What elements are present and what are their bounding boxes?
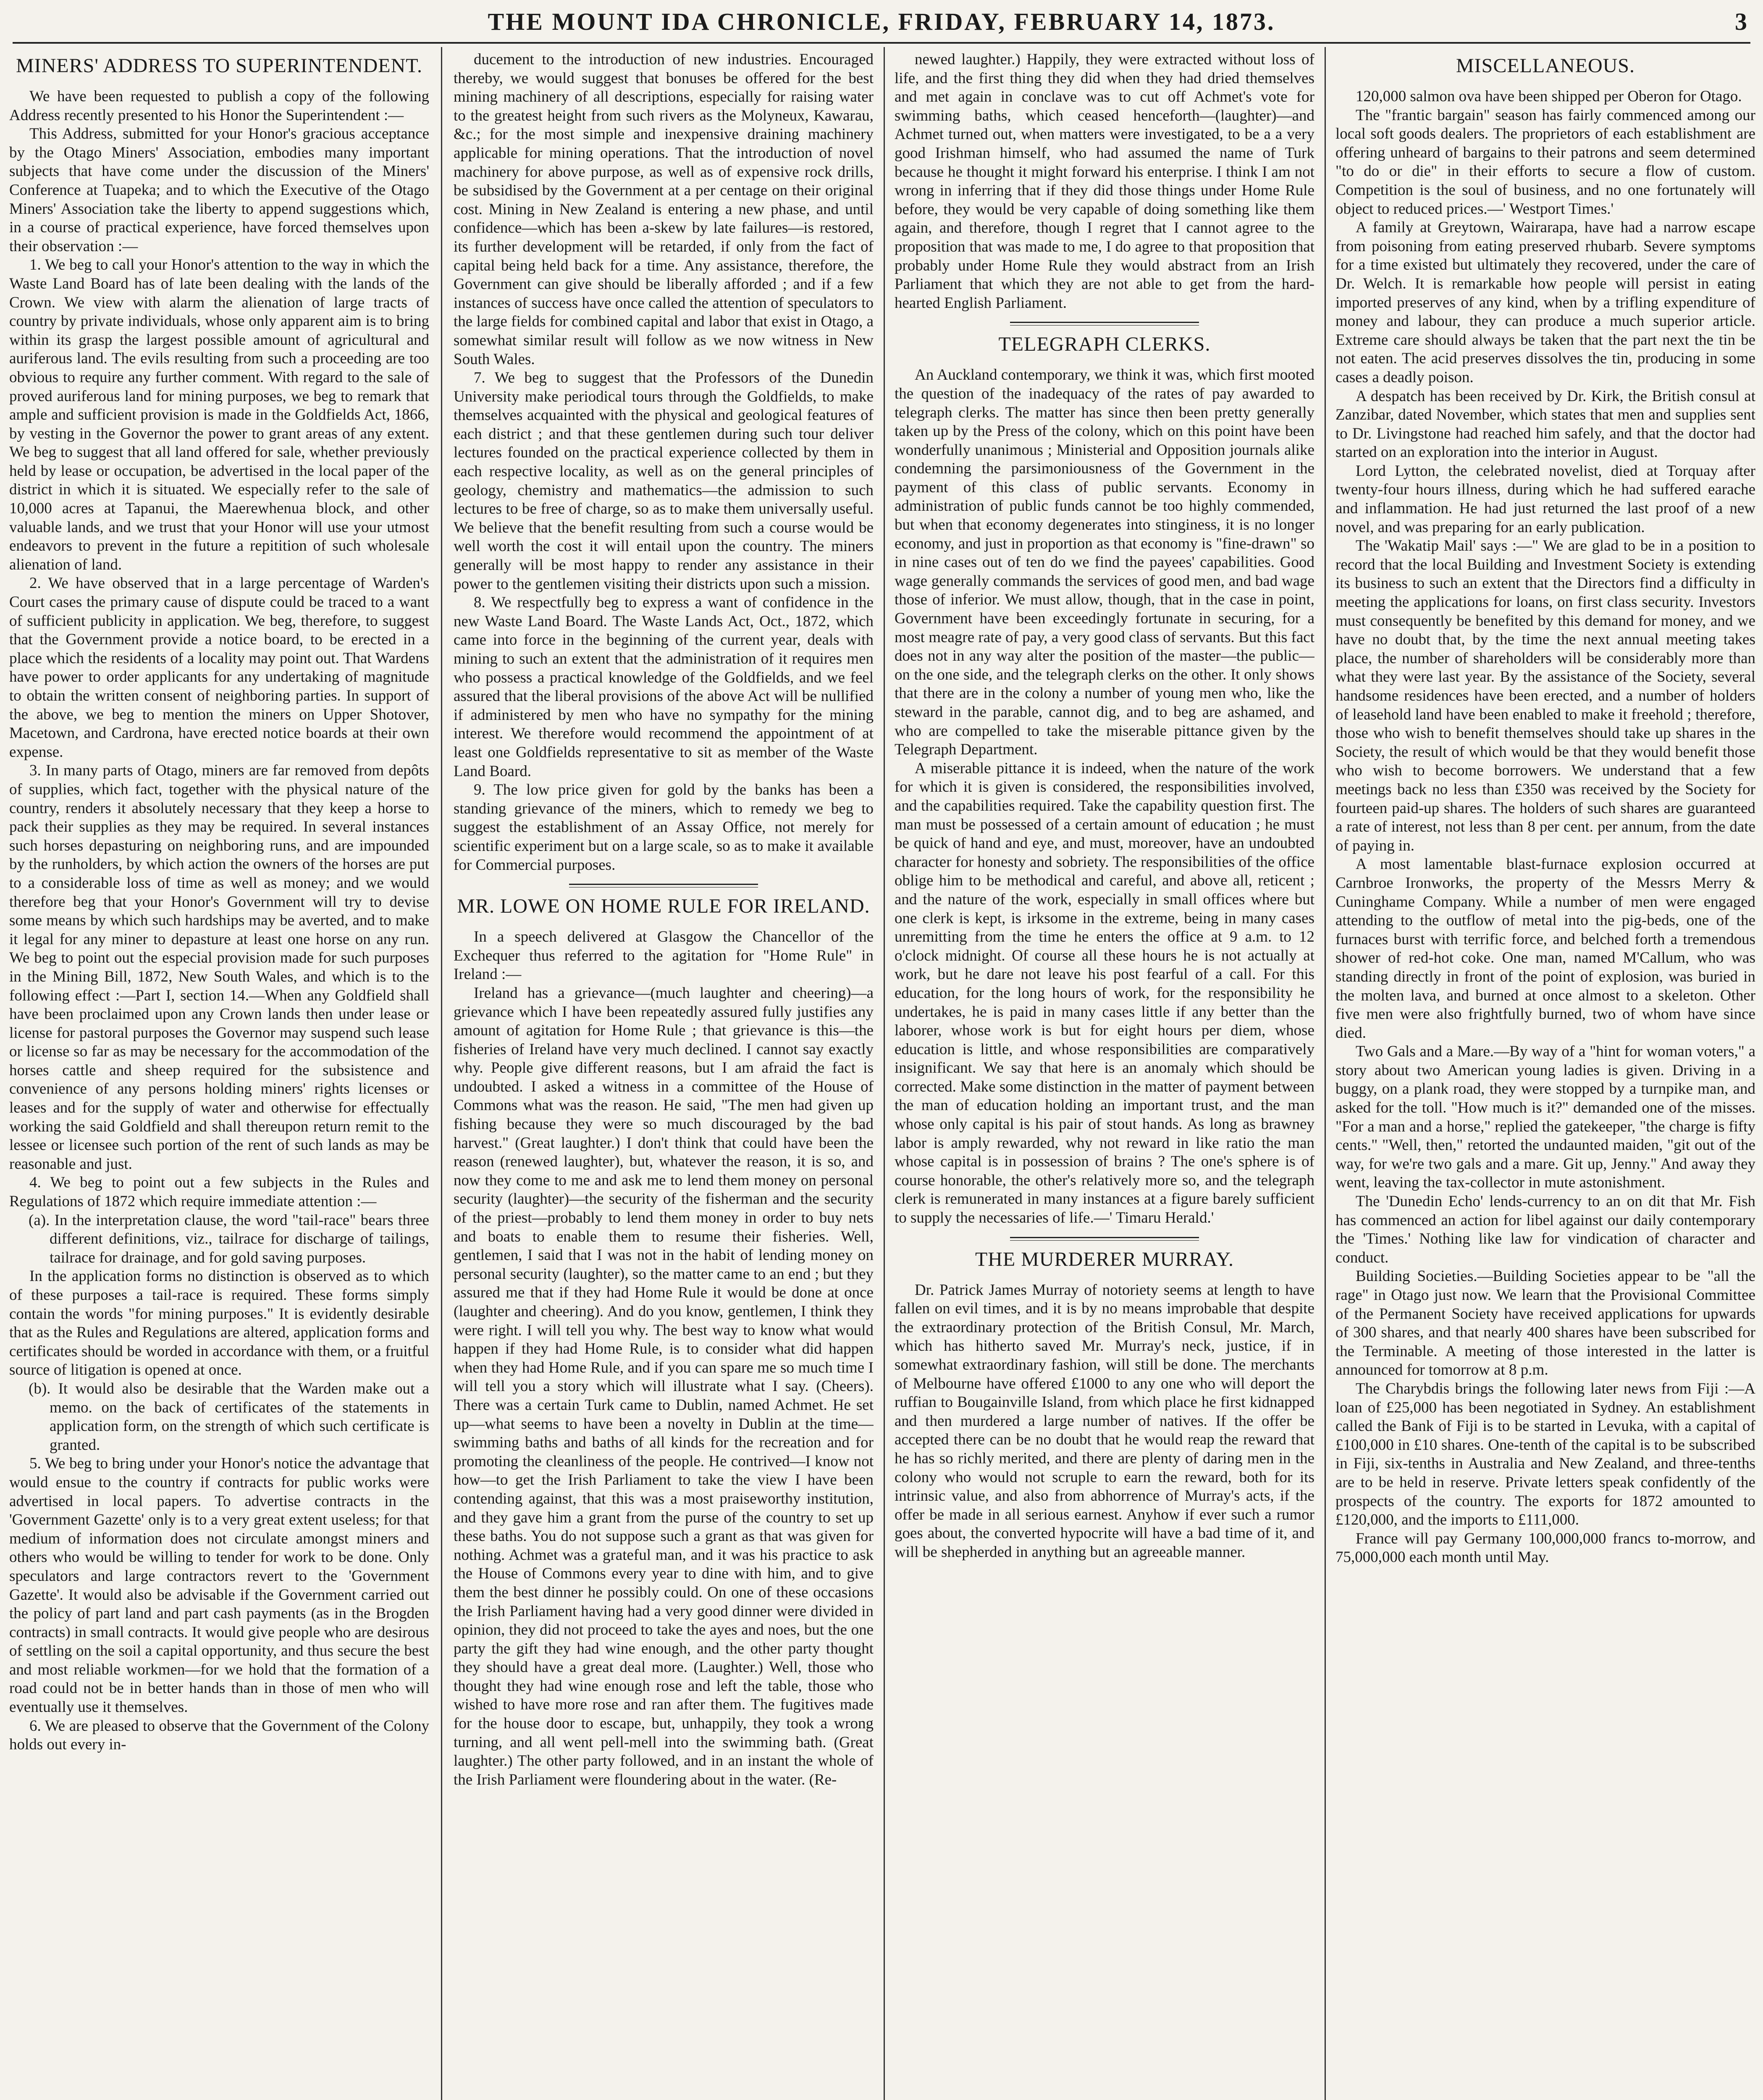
- column-rule: [884, 47, 885, 2100]
- column-rule: [1325, 47, 1326, 2100]
- column-rule: [441, 47, 442, 2100]
- news-item: Two Gals and a Mare.—By way of a "hint for woman voters," a story about two American young ladies is given. Driving in a buggy, on a plank road, they were stopped by a turnpike man, and asked for the toll. "How much is it?" demanded one of the misses. "For a man and a horse," replied the gatekeeper, "the charge is fifty cents." "Well, then," retorted the undaunted maiden, "git out of the way, for we're two gals and a mare. Git up, Jenny." And away they went, leaving the tax-collector in mute astonishment.: [1335, 1043, 1755, 1192]
- sub-paragraph-a: (a). In the interpretation clause, the word "tail-race" bears three different definitions, viz., tailrace for discharge of tailings, tailrace for drainage, and for gold saving purposes.: [29, 1211, 429, 1266]
- sub-paragraph-b: (b). It would also be desirable that the Warden make out a memo. on the back of certificates of the statements in application form, on the strength of which such certificate is granted.: [29, 1380, 429, 1454]
- news-item: The 'Dunedin Echo' lends-currency to an on dit that Mr. Fish has commenced an action for libel against our daily contemporary the 'Times.' Nothing like law for vindication of character and conduct.: [1335, 1193, 1755, 1266]
- column-2: [454, 50, 874, 2100]
- paragraph: In a speech delivered at Glasgow the Chancellor of the Exchequer thus referred to the agitation for "Home Rule" in Ireland :—: [454, 928, 874, 983]
- article-heading-home-rule: MR. LOWE ON HOME RULE FOR IRELAND.: [457, 895, 870, 918]
- news-item: The 'Wakatip Mail' says :—" We are glad to be in a position to record that the local Building and Investment Society is extending its business to such an extent that the Directors find a difficulty in meeting the applications for loans, on first class security. Investors must consequently be benefited by this demand for money, and we have no doubt that, by the time the next annual meeting takes place, the number of shareholders will be considerably more than what they were last year. By the assistance of the Society, several handsome residences have been erected, and a number of holders of leasehold land have been enabled to make it freehold ; therefore, those who wish to benefit themselves should take up shares in the Society, the result of which would be that they would benefit those who wish to become borrowers. We understand that a few meetings back no less than £350 was received by the Society for fourteen paid-up shares. The holders of such shares are guaranteed a rate of interest, not less than 8 per cent. per annum, from the date of paying in.: [1335, 537, 1755, 854]
- paragraph: We have been requested to publish a copy of the following Address recently presented to his Honor the Superintendent :—: [9, 88, 429, 124]
- news-item: A despatch has been received by Dr. Kirk, the British consul at Zanzibar, dated November, which states that men and supplies sent to Dr. Livingstone had reached him safely, and that the doctor had started on an exploration into the interior in August.: [1335, 387, 1755, 461]
- paragraph: A miserable pittance it is indeed, when the nature of the work for which it is given is considered, the responsibilities involved, and the capabilities required. Take the capability question first. The man must be possessed of a certain amount of education ; he must be quick of hand and eye, and must, moreover, have an undoubted character for honesty and sobriety. The responsibilities of the office oblige him to be methodical and careful, and above all, reticent ; and the nature of the work, especially in small offices where but one clerk is kept, is irksome in the extreme, being in many cases unremitting from the time he enters the office at 9 a.m. to 12 o'clock midnight. Of course all these hours he is not actually at work, but he dare not leave his post fearful of a call. For this education, for the long hours of work, for the responsibility he undertakes, he is paid in many cases little if any better than the laborer, whose work is but for eight hours per diem, whose education is little, and whose responsibilities are comparatively insignificant. We say that here is an anomaly which should be corrected. Make some distinction in the matter of payment between the man of education holding an important trust, and the man whose only capital is his pair of stout hands. As long as brawney labor is amply rewarded, why not reward in like ratio the man whose capital is in possession of brains ? The one's sphere is of course honorable, the other's relatively more so, and the telegraph clerk is remunerated in many instances at a figure barely sufficient to supply the necessaries of life.—' Timaru Herald.': [895, 759, 1314, 1227]
- news-item: A most lamentable blast-furnace explosion occurred at Carnbroe Ironworks, the property of the Messrs Merry & Cuninghame Company. While a number of men were engaged attending to the outflow of metal into the pig-beds, one of the furnaces burst with terrific force, and belched forth a tremendous shower of red-hot coke. One man, named M'Callum, who was standing directly in front of the point of explosion, was buried in the molten lava, and burned at once almost to a skeleton. Other five men were also frightfully burned, two of whom have since died.: [1335, 856, 1755, 1042]
- paragraph: An Auckland contemporary, we think it was, which first mooted the question of the inadequacy of the rates of pay awarded to telegraph clerks. The matter has since then been pretty generally taken up by the Press of the colony, which on this point have been wonderfully unanimous ; Ministerial and Opposition journals alike condemning the parsimoniousness of the Government in the payment of this class of public servants. Economy in administration of public funds cannot be too highly commended, but when that economy degenerates into stinginess, it is no longer economy, and just in proportion as that economy is "fine-drawn" so in nine cases out of ten do we find the payees' capabilities. Good wage generally commands the services of good men, and bad wage those of inferior. We must allow, though, that in the case in point, Government have been exceedingly fortunate in securing, for a most meagre rate of pay, a very good class of servants. But this fact does not in any way alter the position of the master—the public—on the one side, and the telegraph clerks on the other. It only shows that there are in the colony a number of young men who, like the steward in the parable, cannot dig, and to beg are ashamed, and who are compelled to take the miserable pittance given by the Telegraph Department.: [895, 366, 1314, 759]
- paragraph: 6. We are pleased to observe that the Government of the Colony holds out every in-: [9, 1717, 429, 1754]
- page-number: 3: [1735, 8, 1747, 35]
- news-item: France will pay Germany 100,000,000 francs to-morrow, and 75,000,000 each month until May.: [1335, 1530, 1755, 1566]
- news-item: 120,000 salmon ova have been shipped per Oberon for Otago.: [1356, 88, 1742, 105]
- paragraph: 4. We beg to point out a few subjects in the Rules and Regulations of 1872 which require immediate attention :—: [9, 1174, 429, 1210]
- column-1: [9, 50, 429, 2100]
- news-item: The Charybdis brings the following later news from Fiji :—A loan of £25,000 has been negotiated in Sydney. An establishment called the Bank of Fiji is to be started in Levuka, with a capital of £100,000 in £10 shares. One-tenth of the capital is to be subscribed in Fiji, six-tenths in Australia and New Zealand, and three-tenths are to be held in reserve. Private letters speak confidently of the prospects of the country. The exports for 1872 amounted to £120,000, and the imports to £111,000.: [1335, 1380, 1755, 1529]
- news-item: Lord Lytton, the celebrated novelist, died at Torquay after twenty-four hours illness, during which he had suffered earache and inflammation. He had just returned the last proof of a new novel, and was preparing for an early publication.: [1335, 462, 1755, 536]
- paragraph: 1. We beg to call your Honor's attention to the way in which the Waste Land Board has of late been dealing with the lands of the Crown. We view with alarm the alienation of large tracts of country by private individuals, whose only apparent aim is to bring within its grasp the largest possible amount of agricultural and auriferous land. The evils resulting from such a proceeding are too obvious to require any further comment. With regard to the sale of proved auriferous land for mining purposes, we beg to remark that ample and sufficient provision is made in the Goldfields Act, 1866, by vesting in the Governor the power to grant areas of any extent. We beg to suggest that all land offered for sale, whether previously held by lease or occupation, be advertised in the local paper of the district in which it is situated. We especially refer to the sale of 10,000 acres at Tapanui, the Maerewhenua block, and other valuable lands, and we trust that your Honor will use your utmost endeavors to prevent in the future a repitition of such wholesale alienation of land.: [9, 256, 429, 573]
- masthead-title: THE MOUNT IDA CHRONICLE, FRIDAY, FEBRUARY 14, 1873.: [488, 8, 1275, 35]
- paragraph: 5. We beg to bring under your Honor's notice the advantage that would ensue to the country if contracts for public works were advertised in local papers. To advertise contracts in the 'Government Gazette' only is to a very great extent useless; for that medium of information does not circulate amongst miners and others who would be willing to tender for work to be done. Only speculators and large contractors revert to the 'Government Gazette'. It would also be advisable if the Government carried out the policy of part land and part cash payments (as in the Brogden contracts) in small contracts. It would give people who are desirous of settling on the soil a capital opportunity, and thus secure the best and most reliable workmen—for we hold that the formation of a road could not be in better hands than in those of men who will eventually use it themselves.: [9, 1455, 429, 1716]
- section-divider: [569, 884, 758, 887]
- article-heading-telegraph-clerks: TELEGRAPH CLERKS.: [998, 333, 1211, 356]
- news-item: A family at Greytown, Wairarapa, have had a narrow escape from poisoning from eating preserved rhubarb. Severe symptoms for a time existed but ultimately they recovered, under the care of Dr. Welch. It is remarkable how people will persist in eating imported preserves of any kind, when by a trifling expenditure of money and labour, they can produce a much superior article. Extreme care should always be taken that the part next the tin be not eaten. The acid preserves dissolves the tin, producing in some cases a deadly poison.: [1335, 219, 1755, 386]
- section-divider: [1010, 1237, 1199, 1241]
- news-item: Building Societies.—Building Societies appear to be "all the rage" in Otago just now. We learn that the Provisional Committee of the Permanent Society have received applications for upwards of 300 shares, and that nearly 400 shares have been subscribed for the Terminable. A meeting of those interested in the latter is announced for tomorrow at 8 p.m.: [1335, 1268, 1755, 1379]
- paragraph: 2. We have observed that in a large percentage of Warden's Court cases the primary cause of dispute could be traced to a want of sufficient publicity in application. We beg, therefore, to suggest that the Government provide a notice board, to be erected in a place which the residents of a locality may point out. That Wardens have power to order applicants for any undertaking of magnitude to obtain the written consent of neighboring parties. In support of the above, we beg to mention the miners on Upper Shotover, Macetown, and Cardrona, have erected notice boards at their own expense.: [9, 575, 429, 761]
- column-4: [1335, 50, 1755, 2100]
- section-divider: [1010, 322, 1199, 326]
- paragraph: This Address, submitted for your Honor's gracious acceptance by the Otago Miners' Association, embodies many important subjects that have come under the discussion of the Miners' Conference at Tuapeka; and to which the Executive of the Otago Miners' Association take the liberty to append suggestions which, in a course of practical experience, have forced themselves upon their observation :—: [9, 125, 429, 255]
- paragraph: 8. We respectfully beg to express a want of confidence in the new Waste Land Board. The Waste Lands Act, Oct., 1872, which came into force in the beginning of the current year, deals with mining to such an extent that the administration of it requires men who possess a practical knowledge of the Goldfields, and we feel assured that the liberal provisions of the above Act will be nullified if administered by men who have no sympathy for the mining interest. We therefore would recommend the appointment of at least one Goldfields representative to sit as member of the Waste Land Board.: [454, 594, 874, 780]
- paragraph: Dr. Patrick James Murray of notoriety seems at length to have fallen on evil times, and it is by no means improbable that despite the extraordinary protection of the British Consul, Mr. March, which has hitherto saved Mr. Murray's neck, justice, if in somewhat extraordinary fashion, will still be done. The merchants of Melbourne have offered £1000 to any one who will deport the ruffian to Bougainville Island, from which place he first kidnapped and then murdered a large number of natives. If the offer be accepted there can be no doubt that he would reap the reward that he has so richly merited, and there are plenty of daring men in the colony who would not scruple to earn the reward, both for its intrinsic value, and also from abhorrence of Murray's acts, if the offer be made in all serious earnest. Anyhow if ever such a rumor goes about, the converted hypocrite will have a bad time of it, and will be shepherded in anything but an agreeable manner.: [895, 1281, 1314, 1561]
- masthead: [13, 5, 1750, 44]
- column-3: [895, 50, 1314, 2100]
- paragraph: 3. In many parts of Otago, miners are far removed from depôts of supplies, which fact, together with the physical nature of the country, renders it absolutely necessary that they keep a horse to pack their supplies as they may be required. In several instances such horses depasturing on neighboring runs, and are impounded by the runholders, by which action the owners of the horses are put to a considerable loss of time as well as money; and we would therefore beg that your Honor's Government will try to devise some means by which such hardships may be averted, and to make it legal for any miner to depasture at least one horse on any run. We beg to point out the especial provision made for such purposes in the Mining Bill, 1872, New South Wales, and which is to the following effect :—Part I, section 14.—When any Goldfield shall have been proclaimed upon any Crown lands then under lease or license for pastoral purposes the Governor may suspend such lease or license so far as may be necessary for the accommodation of the horses cattle and sheep required for the subsistence and convenience of any persons holding miners' rights licenses or leases and for the supply of water and otherwise for effectually working the said Goldfield and shall thereupon return remit to the lessee or licensee such portion of the rent of such lands as may be reasonable and just.: [9, 762, 429, 1173]
- paragraph: 7. We beg to suggest that the Professors of the Dunedin University make periodical tours through the Goldfields, to make themselves acquainted with the physical and geological features of each district ; and that these gentlemen during such tour deliver lectures founded on the practical experience collected by them in each respective locality, as well as on the general principles of geology, chemistry and mathematics—the admission to such lectures to be free of charge, so as to make them universally useful. We believe that the benefit resulting from such a course would be well worth the cost it will entail upon the country. The miners generally will be most happy to render any assistance in their power to the gentlemen visiting their districts upon such a mission.: [454, 369, 874, 593]
- paragraph: 9. The low price given for gold by the banks has been a standing grievance of the miners, which to remedy we beg to suggest the establishment of an Assay Office, not merely for scientific experiment but on a large scale, so as to make it available for Commercial purposes.: [454, 781, 874, 874]
- paragraph: newed laughter.) Happily, they were extracted without loss of life, and the first thing they did when they had dried themselves and met again in conclave was to cut off Achmet's vote for swimming baths, which ceased henceforth—(laughter)—and Achmet turned out, when matters were investigated, to be a a very good Irishman himself, who had assumed the name of Turk because he thought it might forward his enterprise. I think I am not wrong in inferring that if they did those things under Home Rule before, they would be very capable of doing something like them again, and therefore, though I regret that I cannot agree to the proposition that was made to me, I do agree to that proposition that probably under Home Rule they would abstract from an Irish Parliament that which they are not able to get from the hard-hearted English Parliament.: [895, 51, 1314, 312]
- paragraph: Ireland has a grievance—(much laughter and cheering)—a grievance which I have been repeatedly assured fully justifies any amount of agitation for Home Rule ; that grievance is this—the fisheries of Ireland have very much declined. I cannot say exactly why. People give different reasons, but I am afraid the fact is undoubted. I asked a witness in a committee of the House of Commons what was the reason. He said, "The men had given up fishing because they were so much discouraged by the bad harvest." (Great laughter.) I don't think that could have been the reason (renewed laughter), but, whatever the reason, it is so, and now they come to me and ask me to lend them money on personal security (laughter)—the security of the fisherman and the security of the priest—probably to lend them money in order to buy nets and boats to enable them to resume their fisheries. Well, gentlemen, I said that I was not in the habit of lending money on personal security (laughter), so the matter came to an end ; but they assured me that if they had Home Rule it would be done at once (laughter and cheering). And do you know, gentlemen, I think they were right. I will tell you why. The best way to know what would happen if they had Home Rule, is to consider what did happen when they had Home Rule, and if you can spare me so much time I will tell you a story which will illustrate what I say. (Cheers). There was a certain Turk came to Dublin, named Achmet. He set up—what seems to have been a novelty in Dublin at the time—swimming baths and baths of all kinds for the recreation and for promoting the cleanliness of the people. He contrived—I know not how—to get the Irish Parliament to take the view I have been contending against, that this was a most praiseworthy institution, and they gave him a grant from the purse of the country to set up these baths. You do not suppose such a grant as that was given for nothing. Achmet was a grateful man, and it was his practice to ask the House of Commons every year to dine with him, and to give them the best dinner he possibly could. On one of these occasions the Irish Parliament having had a very good dinner were divided in opinion, they did not proceed to take the ayes and noes, but the one party the gift they had wine enough, and the other party thought they should have a great deal more. (Laughter.) Well, those who thought they had wine enough rose and left the table, those who wished to have more rose and ran after them. The fugitives made for the house door to escape, but, unhappily, they took a wrong turning, and all went pell-mell into the swimming bath. (Great laughter.) The other party followed, and in an instant the whole of the Irish Parliament were floundering about in the water. (Re-: [454, 984, 874, 1788]
- paragraph: In the application forms no distinction is observed as to which of these purposes a tail-race is required. These forms simply contain the words "for mining purposes." It is evidently desirable that as the Rules and Regulations are altered, application forms and certificates should be worded in accordance with them, or a fruitful source of litigation is opened at once.: [9, 1268, 429, 1379]
- paragraph: ducement to the introduction of new industries. Encouraged thereby, we would suggest that bonuses be offered for the best mining machinery of all descriptions, especially for raising water to the greatest height from such rivers as the Molyneux, Kawarau, &c.; for the most simple and inexpensive draining machinery applicable for mining operations. That the introduction of novel machinery for above purpose, as well as of expensive rock drills, be subsidised by the Government at a per centage on their original cost. Mining in New Zealand is entering a new phase, and until confidence—which has been a-skew by late failures—is restored, its further development will be retarded, if only from the fact of capital being held back for a time. Any assistance, therefore, the Government can give should be liberally afforded ; and if a few instances of success have once called the attention of speculators to the large fields for combined capital and labor that exist in Otago, a somewhat similar result will follow as we now witness in New South Wales.: [454, 51, 874, 368]
- article-heading-miscellaneous: MISCELLANEOUS.: [1456, 55, 1635, 77]
- news-item: The "frantic bargain" season has fairly commenced among our local soft goods dealers. The proprietors of each establishment are offering unheard of bargains to their patrons and seem determined "to do or die" in their efforts to secure a flow of custom. Competition is the soul of business, and no one fortunately will object to reduced prices.—' Westport Times.': [1335, 106, 1755, 218]
- article-heading-miners-address: MINERS' ADDRESS TO SUPERINTENDENT.: [16, 55, 423, 77]
- article-heading-murderer-murray: THE MURDERER MURRAY.: [975, 1248, 1234, 1270]
